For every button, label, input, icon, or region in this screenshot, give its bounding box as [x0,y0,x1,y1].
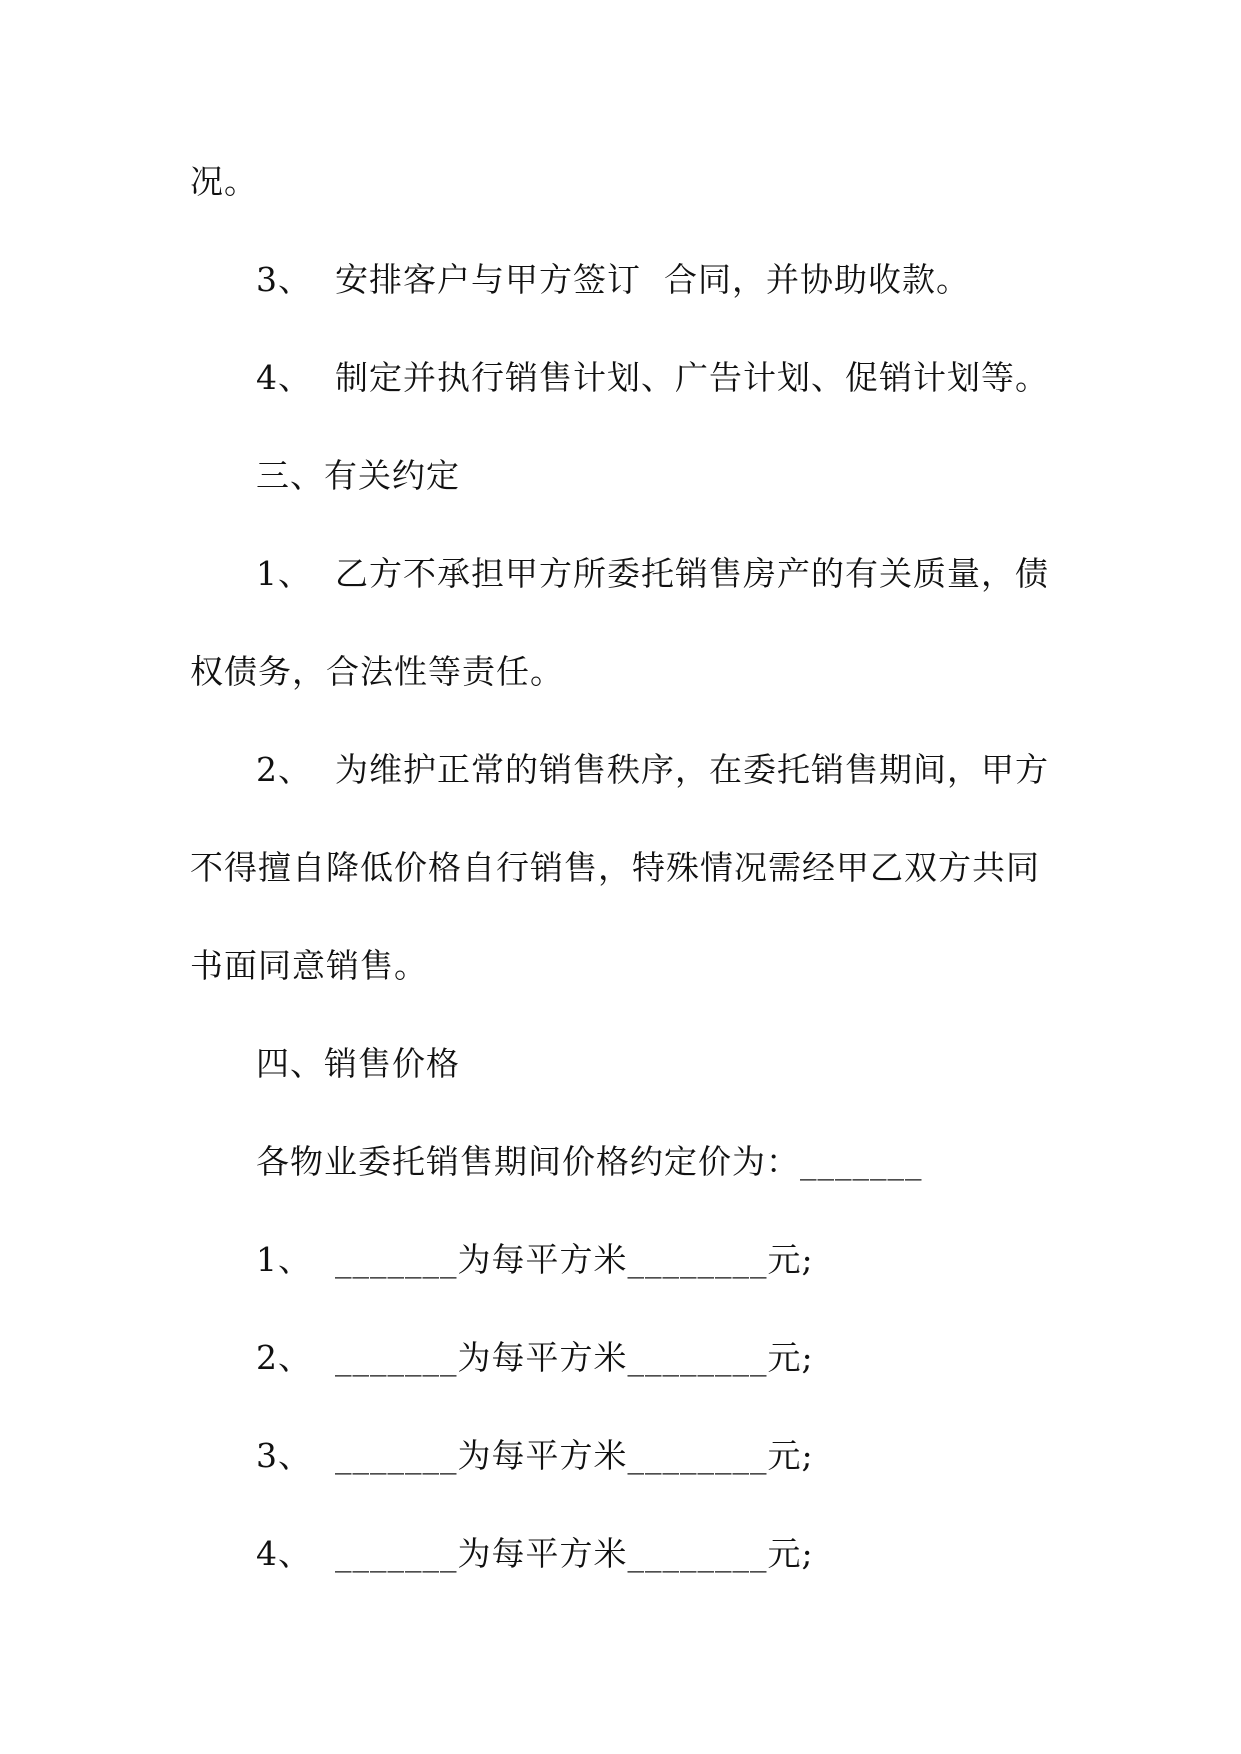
section-heading: 四、销售价格 [256,1044,460,1083]
text-line: 各物业委托销售期间价格约定价为：_______ [256,1142,923,1181]
text-line: 4、 制定并执行销售计划、广告计划、促销计划等。 [256,358,1049,397]
price-item: 4、 _______为每平方米________元; [256,1534,814,1573]
text-line: 1、 乙方不承担甲方所委托销售房产的有关质量，债 [256,554,1049,593]
price-item: 3、 _______为每平方米________元; [256,1436,814,1475]
text-line: 3、 安排客户与甲方签订 合同，并协助收款。 [256,260,970,299]
text-line: 书面同意销售。 [190,946,428,985]
text-line: 权债务，合法性等责任。 [190,652,564,691]
text-line: 2、 为维护正常的销售秩序，在委托销售期间，甲方 [256,750,1049,789]
price-item: 1、 _______为每平方米________元; [256,1240,814,1279]
text-line: 不得擅自降低价格自行销售，特殊情况需经甲乙双方共同 [190,848,1040,887]
section-heading: 三、有关约定 [256,456,460,495]
text-line: 况。 [190,162,258,201]
price-item: 2、 _______为每平方米________元; [256,1338,814,1377]
